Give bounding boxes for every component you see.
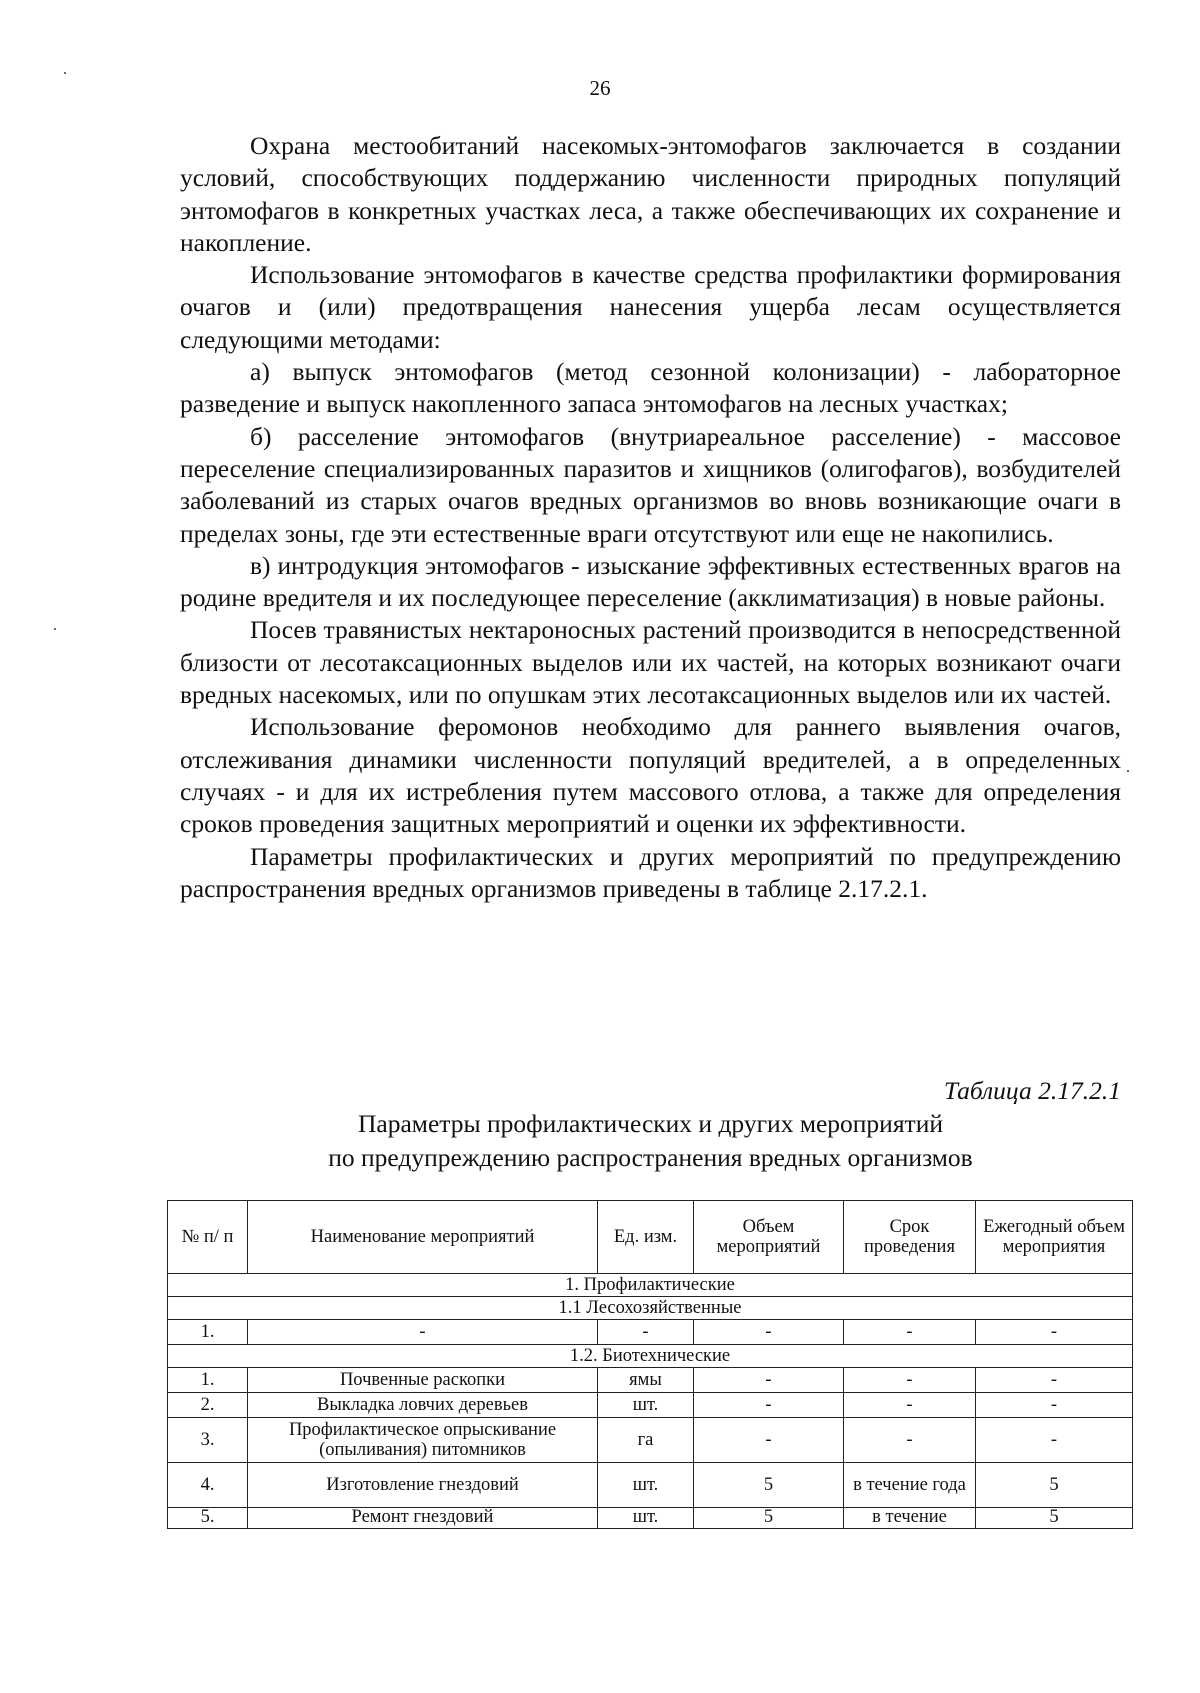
header-cell: Наименование мероприятий [248,1201,598,1274]
table-cell: - [844,1368,976,1393]
paragraph: а) выпуск энтомофагов (метод сезонной колонизации) - лабораторное разведение и выпуск накопленного запаса энтомофагов на лесных участках; [180,357,1121,419]
table-cell: шт. [598,1393,694,1418]
table-cell: - [844,1418,976,1463]
table-cell: 2. [168,1393,248,1418]
table-cell: 5 [694,1463,844,1508]
table-cell: - [694,1393,844,1418]
table-cell: - [976,1418,1133,1463]
table-title [180,1107,1121,1175]
table-title-line: по предупреждению распространения вредных организмов [328,1143,973,1172]
table-row [168,1320,1133,1345]
table-cell: га [598,1418,694,1463]
paragraph: Параметры профилактических и других мероприятий по предупреждению распространения вредных организмов приведены в таблице 2.17.2.1. [180,841,1121,903]
table-cell: - [844,1320,976,1345]
table-row [168,1368,1133,1393]
paragraph: б) расселение энтомофагов (внутриареальное расселение) - массовое переселение специализированных паразитов и хищников (олигофагов), возбудителей заболеваний из старых очагов вредных организмов во вновь возникающие очаги в пределах зоны, где эти естественные враги отсутствуют или еще не накопились. [180,421,1121,548]
section-label: 1. Профилактические [168,1274,1133,1297]
table-cell: - [694,1368,844,1393]
table-caption: Таблица 2.17.2.1 [943,1076,1121,1105]
paragraph: Охрана местообитаний насекомых-энтомофагов заключается в создании условий, способствующих поддержанию численности природных популяций энтомофагов в конкретных участках леса, а также обеспечивающих их сохранение и накопление. [180,131,1121,257]
table-cell: - [694,1418,844,1463]
table-row [168,1508,1133,1529]
table-row [168,1418,1133,1463]
header-cell: № п/ п [168,1201,248,1274]
scan-speck [54,628,56,630]
header-cell: Объем мероприятий [694,1201,844,1274]
table-cell: шт. [598,1463,694,1508]
paragraph: Использование феромонов необходимо для раннего выявления очагов, отслеживания динамики численности популяций вредителей, а в определенных случаях - и для их истребления путем массового отлова, а также для определения сроков проведения защитных мероприятий и оценки их эффективности. [180,712,1121,839]
table-title-line: Параметры профилактических и других мероприятий [358,1109,943,1138]
table-cell: 5 [976,1463,1133,1508]
section-row [168,1297,1133,1320]
page-number: 26 [589,76,611,100]
table-cell: 4. [168,1463,248,1508]
table-cell: - [694,1320,844,1345]
paragraph: в) интродукция энтомофагов - изыскание эффективных естественных врагов на родине вредителя и их последующее переселение (акклиматизация) в новые районы. [180,550,1121,613]
paragraph: Использование энтомофагов в качестве средства профилактики формирования очагов и (или) предотвращения нанесения ущерба лесам осуществляется следующими методами: [180,260,1121,354]
measures-table [167,1200,1133,1529]
table-cell: 5 [976,1508,1133,1529]
section-row [168,1274,1133,1297]
table-cell: - [598,1320,694,1345]
table-cell: в течение [844,1508,976,1529]
table-cell: шт. [598,1508,694,1529]
section-label: 1.1 Лесохозяйственные [168,1297,1133,1320]
table-cell: - [976,1393,1133,1418]
table-cell: ямы [598,1368,694,1393]
table-row [168,1463,1133,1508]
table-row [168,1393,1133,1418]
table-cell: Профилактическое опрыскивание (опыливания) питомников [248,1418,598,1463]
table-cell: Изготовление гнездовий [248,1463,598,1508]
table-cell: - [976,1368,1133,1393]
table-cell: - [248,1320,598,1345]
paragraph: Посев травянистых нектароносных растений производится в непосредственной близости от лесотаксационных выделов или их частей, на которых возникают очаги вредных насекомых, или по опушкам этих лесотаксационных выделов или их частей. [180,615,1121,710]
table-header-row [168,1201,1133,1274]
table-cell: 3. [168,1418,248,1463]
header-cell: Ежегодный объем мероприятия [976,1201,1133,1274]
table-cell: - [976,1320,1133,1345]
table-cell: 1. [168,1320,248,1345]
table-cell: 5. [168,1508,248,1529]
table-cell: Выкладка ловчих деревьев [248,1393,598,1418]
table-cell: 1. [168,1368,248,1393]
table-cell: Ремонт гнездовий [248,1508,598,1529]
header-cell: Ед. изм. [598,1201,694,1274]
header-cell: Срок проведения [844,1201,976,1274]
table-cell: 5 [694,1508,844,1529]
table-cell: в течение года [844,1463,976,1508]
section-label: 1.2. Биотехнические [168,1345,1133,1368]
table-cell: - [844,1393,976,1418]
table-cell: Почвенные раскопки [248,1368,598,1393]
section-row [168,1345,1133,1368]
scan-speck [1127,770,1129,772]
body-text [180,130,1121,905]
scan-speck [64,72,66,74]
